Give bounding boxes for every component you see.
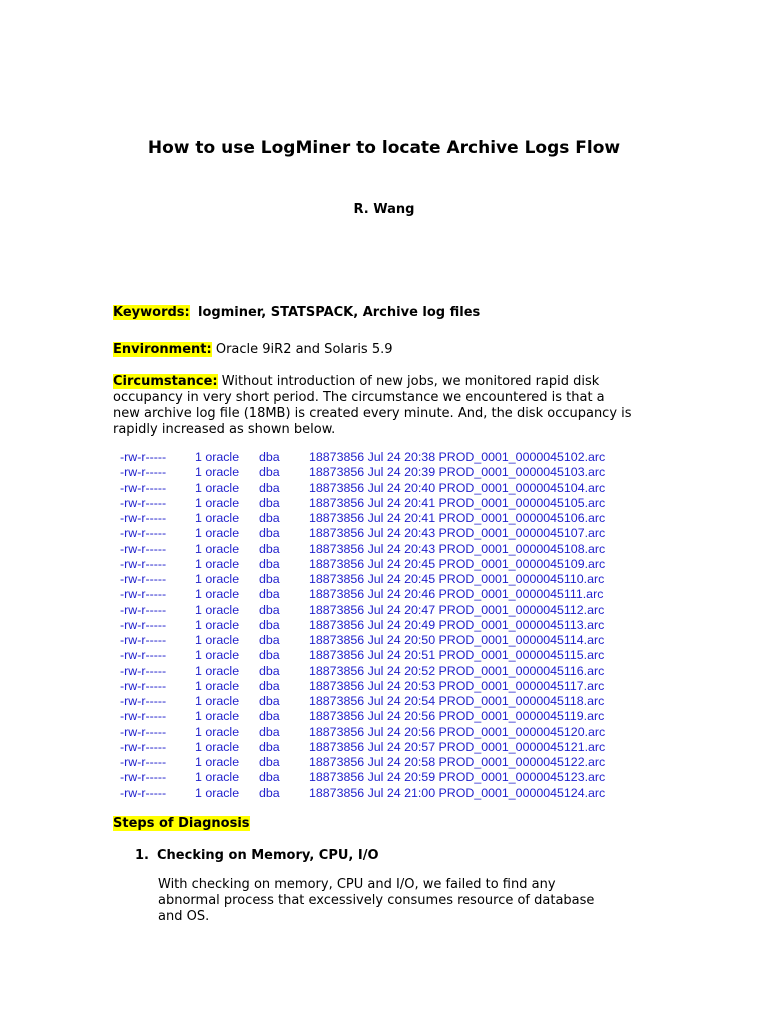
step-1-number: 1. — [135, 848, 149, 863]
file-details: 18873856 Jul 24 20:49 PROD_0001_0000045113.arc — [309, 617, 605, 632]
file-owner: 1 oracle — [195, 511, 240, 525]
file-group: dba — [259, 556, 280, 571]
file-permissions: -rw-r----- — [120, 450, 167, 464]
file-owner: 1 oracle — [195, 480, 240, 495]
file-group: dba — [259, 587, 280, 602]
file-group: dba — [259, 450, 280, 464]
steps-heading: Steps of Diagnosis — [113, 816, 250, 831]
file-owner: 1 oracle — [195, 709, 240, 724]
file-details: 18873856 Jul 24 20:45 PROD_0001_0000045110.arc — [309, 572, 605, 586]
keywords-line — [113, 305, 480, 321]
keywords-text: logminer, STATSPACK, Archive log files — [198, 305, 481, 320]
file-details: 18873856 Jul 24 20:41 PROD_0001_0000045106.arc — [309, 511, 606, 525]
file-permissions: -rw-r----- — [120, 648, 167, 663]
file-owner: 1 oracle — [195, 739, 240, 754]
file-details: 18873856 Jul 24 20:43 PROD_0001_0000045108.arc — [309, 541, 606, 556]
file-owner: 1 oracle — [195, 556, 240, 571]
file-group: dba — [259, 755, 280, 769]
file-details: 18873856 Jul 24 20:41 PROD_0001_0000045105.arc — [309, 495, 606, 510]
file-owner: 1 oracle — [195, 785, 240, 800]
file-owner: 1 oracle — [195, 495, 240, 510]
file-group: dba — [259, 480, 280, 495]
file-owner: 1 oracle — [195, 602, 240, 617]
file-details: 18873856 Jul 24 21:00 PROD_0001_0000045124.arc — [309, 785, 606, 800]
file-permissions: -rw-r----- — [120, 663, 167, 678]
file-group: dba — [259, 602, 280, 617]
circumstance-text: Without introduction of new jobs, we monitored rapid disk occupancy in very short period. The circumstance we encountered is that a new archive log file (18MB) is created every minute. And, the disk occupancy is rapidly increased as shown below. — [113, 374, 632, 437]
file-owner: 1 oracle — [195, 663, 240, 678]
file-details: 18873856 Jul 24 20:52 PROD_0001_0000045116.arc — [309, 663, 605, 678]
steps-heading-line — [113, 816, 250, 832]
file-permissions: -rw-r----- — [120, 770, 167, 785]
environment-line — [113, 342, 393, 358]
file-owner: 1 oracle — [195, 770, 240, 785]
file-group: dba — [259, 511, 280, 525]
file-group: dba — [259, 785, 280, 800]
file-permissions: -rw-r----- — [120, 678, 167, 693]
file-owner: 1 oracle — [195, 450, 240, 464]
file-group: dba — [259, 663, 280, 678]
file-permissions: -rw-r----- — [120, 526, 167, 541]
author-name: R. Wang — [353, 202, 415, 217]
file-permissions: -rw-r----- — [120, 587, 167, 602]
file-permissions: -rw-r----- — [120, 556, 167, 571]
file-details: 18873856 Jul 24 20:38 PROD_0001_0000045102.arc — [309, 450, 606, 464]
file-group: dba — [259, 572, 280, 586]
file-permissions: -rw-r----- — [120, 480, 167, 495]
file-permissions: -rw-r----- — [120, 572, 167, 586]
file-owner: 1 oracle — [195, 648, 240, 663]
file-permissions: -rw-r----- — [120, 602, 167, 617]
file-group: dba — [259, 648, 280, 663]
file-permissions: -rw-r----- — [120, 541, 167, 556]
file-owner: 1 oracle — [195, 526, 240, 541]
file-details: 18873856 Jul 24 20:39 PROD_0001_0000045103.arc — [309, 465, 606, 480]
document-title: How to use LogMiner to locate Archive Logs Flow — [147, 138, 621, 158]
file-details: 18873856 Jul 24 20:56 PROD_0001_0000045120.arc — [309, 724, 606, 739]
file-permissions: -rw-r----- — [120, 465, 167, 480]
circumstance-paragraph — [113, 374, 633, 438]
file-owner: 1 oracle — [195, 694, 240, 708]
step-1-title: Checking on Memory, CPU, I/O — [157, 848, 379, 863]
file-owner: 1 oracle — [195, 587, 240, 602]
file-owner: 1 oracle — [195, 633, 240, 647]
environment-label: Environment: — [113, 342, 212, 357]
file-details: 18873856 Jul 24 20:47 PROD_0001_0000045112.arc — [309, 602, 605, 617]
file-group: dba — [259, 617, 280, 632]
file-group: dba — [259, 465, 280, 480]
circumstance-label: Circumstance: — [113, 374, 218, 389]
file-group: dba — [259, 633, 280, 647]
file-group: dba — [259, 541, 280, 556]
file-owner: 1 oracle — [195, 617, 240, 632]
file-permissions: -rw-r----- — [120, 633, 167, 647]
file-group: dba — [259, 495, 280, 510]
file-owner: 1 oracle — [195, 678, 240, 693]
file-permissions: -rw-r----- — [120, 495, 167, 510]
file-group: dba — [259, 770, 280, 785]
step-1-heading — [135, 848, 379, 863]
file-permissions: -rw-r----- — [120, 511, 167, 525]
file-permissions: -rw-r----- — [120, 724, 167, 739]
file-details: 18873856 Jul 24 20:50 PROD_0001_0000045114.arc — [309, 633, 605, 647]
file-group: dba — [259, 694, 280, 708]
file-group: dba — [259, 739, 280, 754]
file-group: dba — [259, 709, 280, 724]
file-details: 18873856 Jul 24 20:53 PROD_0001_0000045117.arc — [309, 678, 605, 693]
file-permissions: -rw-r----- — [120, 709, 167, 724]
file-owner: 1 oracle — [195, 572, 240, 586]
file-details: 18873856 Jul 24 20:51 PROD_0001_0000045115.arc — [309, 648, 605, 663]
file-details: 18873856 Jul 24 20:40 PROD_0001_0000045104.arc — [309, 480, 606, 495]
file-details: 18873856 Jul 24 20:54 PROD_0001_0000045118.arc — [309, 694, 605, 708]
file-permissions: -rw-r----- — [120, 785, 167, 800]
file-details: 18873856 Jul 24 20:43 PROD_0001_0000045107.arc — [309, 526, 606, 541]
file-group: dba — [259, 678, 280, 693]
file-details: 18873856 Jul 24 20:57 PROD_0001_0000045121.arc — [309, 739, 606, 754]
file-permissions: -rw-r----- — [120, 694, 167, 708]
file-details: 18873856 Jul 24 20:59 PROD_0001_0000045123.arc — [309, 770, 606, 785]
file-group: dba — [259, 724, 280, 739]
environment-text: Oracle 9iR2 and Solaris 5.9 — [215, 342, 393, 357]
file-owner: 1 oracle — [195, 541, 240, 556]
file-permissions: -rw-r----- — [120, 755, 167, 769]
file-group: dba — [259, 526, 280, 541]
file-details: 18873856 Jul 24 20:45 PROD_0001_0000045109.arc — [309, 556, 606, 571]
file-details: 18873856 Jul 24 20:56 PROD_0001_0000045119.arc — [309, 709, 605, 724]
file-details: 18873856 Jul 24 20:46 PROD_0001_0000045111.arc — [309, 587, 604, 602]
file-owner: 1 oracle — [195, 755, 240, 769]
file-permissions: -rw-r----- — [120, 617, 167, 632]
step-1-text: With checking on memory, CPU and I/O, we failed to find any abnormal process that excessively consumes resource of database and OS. — [158, 877, 595, 924]
file-details: 18873856 Jul 24 20:58 PROD_0001_0000045122.arc — [309, 755, 606, 769]
file-owner: 1 oracle — [195, 724, 240, 739]
file-permissions: -rw-r----- — [120, 739, 167, 754]
keywords-label: Keywords: — [113, 305, 190, 320]
file-owner: 1 oracle — [195, 465, 240, 480]
